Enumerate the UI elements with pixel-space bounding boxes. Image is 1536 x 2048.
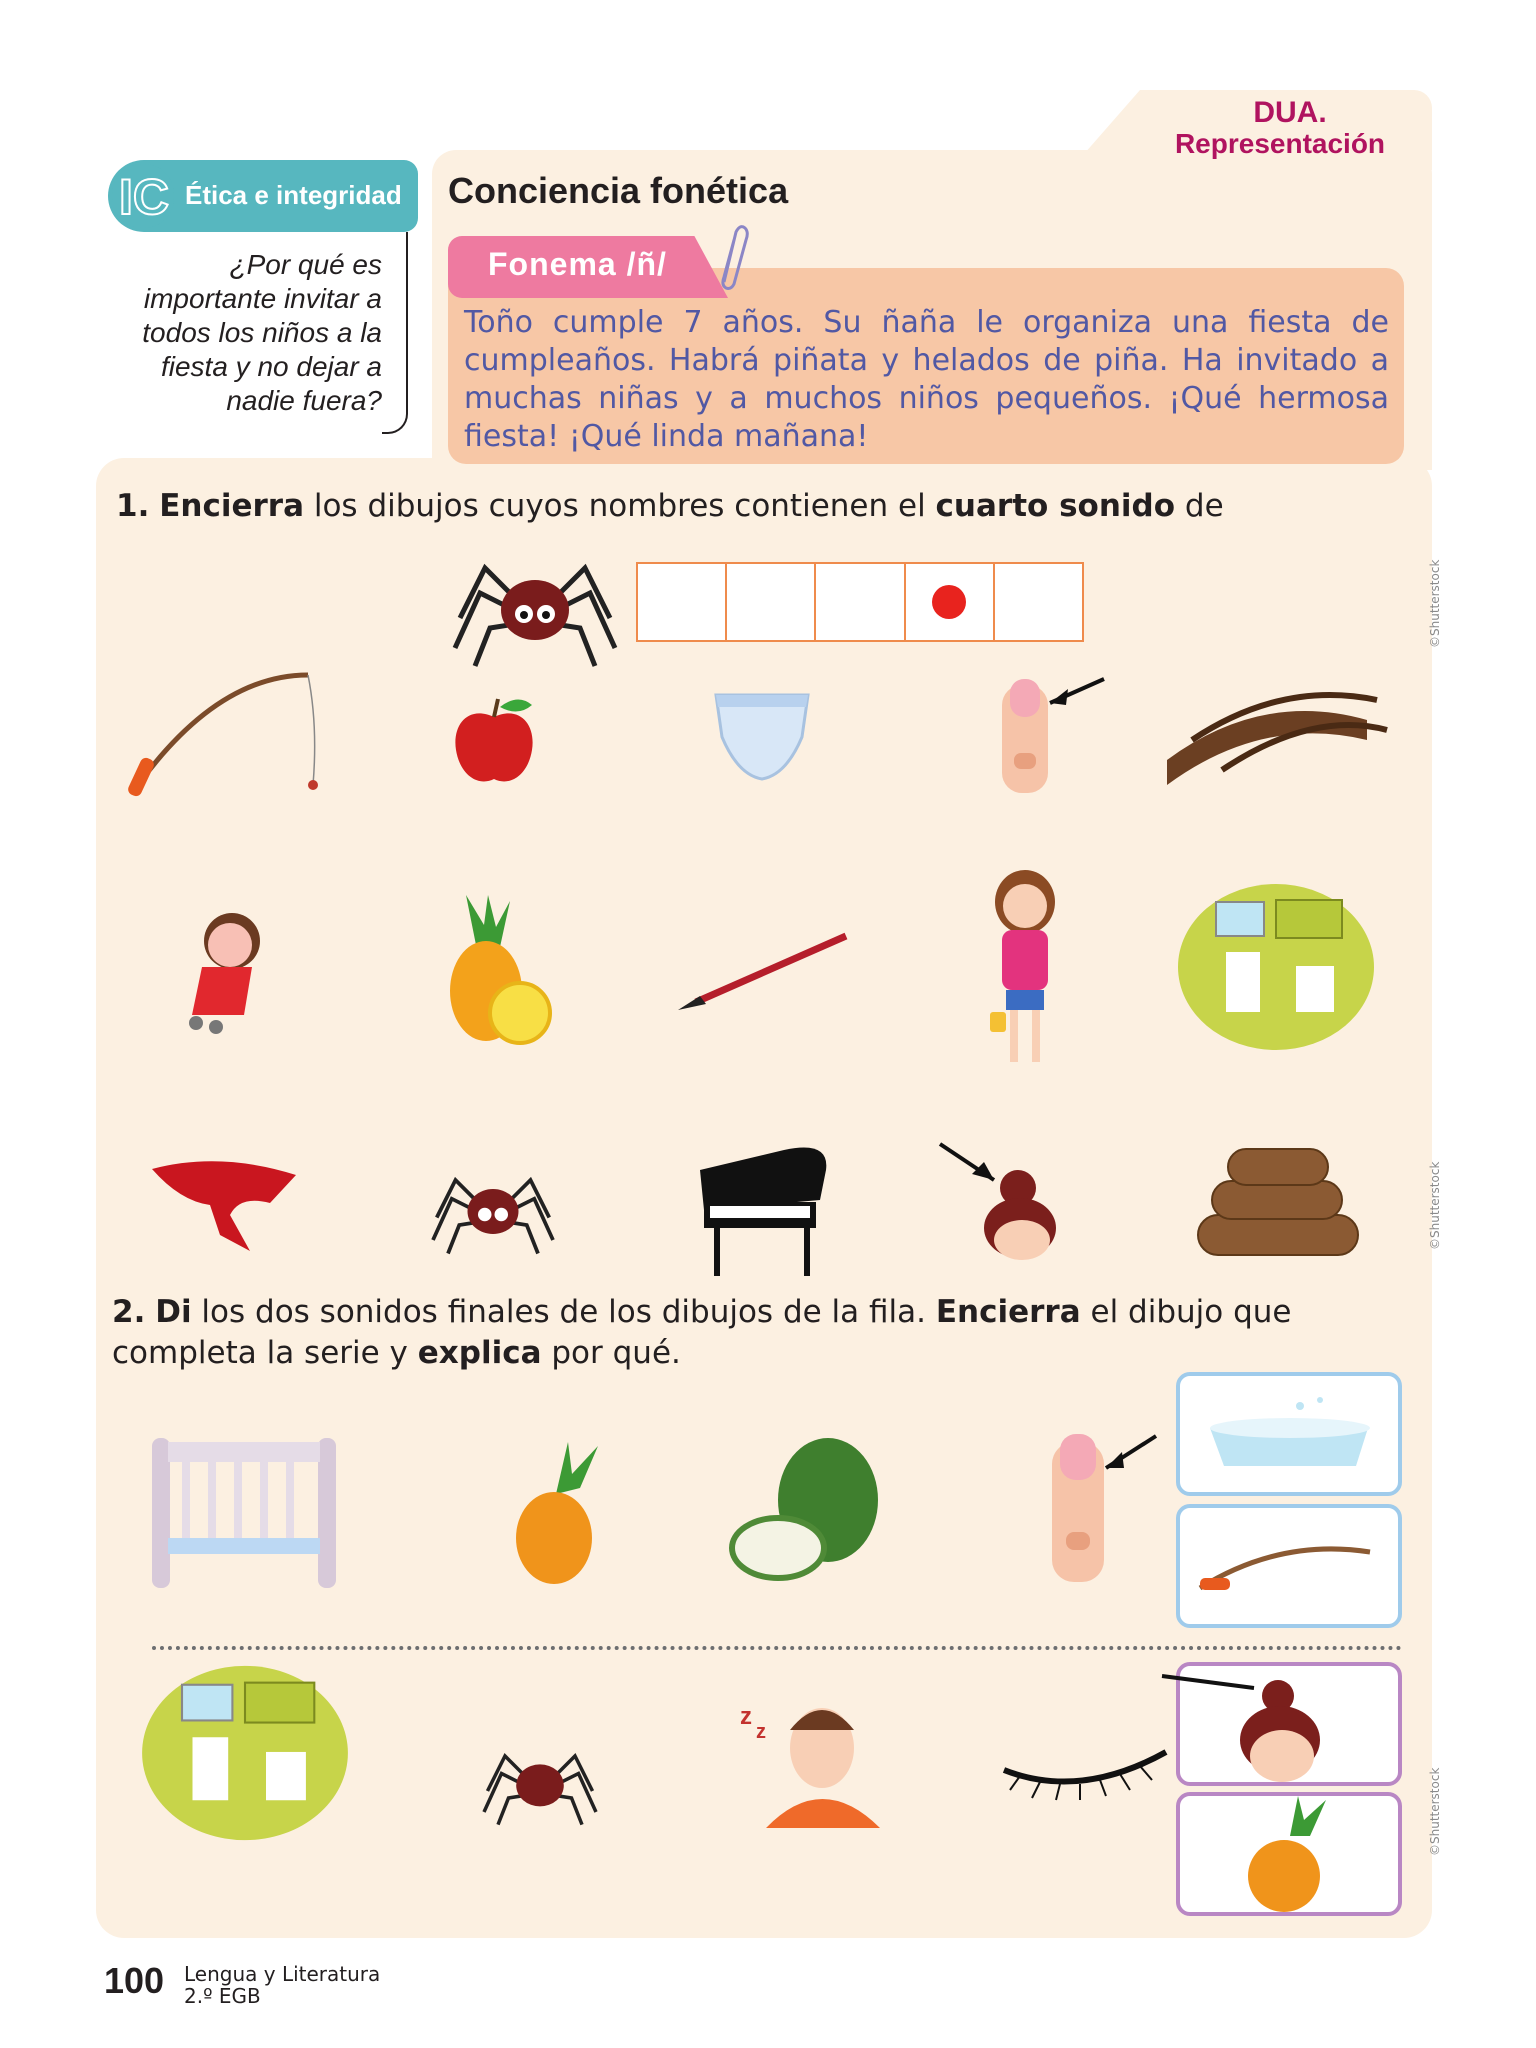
pineapple-icon[interactable] <box>508 1442 618 1591</box>
fingernail-icon[interactable] <box>1000 675 1120 799</box>
question-2-tail: por qué. <box>541 1335 681 1371</box>
paintbrush-icon[interactable] <box>676 930 856 1014</box>
hair-bun-icon[interactable] <box>936 1140 1076 1264</box>
question-2 <box>112 1292 1352 1374</box>
question-2-bold-2: explica <box>417 1335 542 1371</box>
ethics-question: ¿Por qué es importante invitar a todos los niños a la fiesta y no dejar a nadie fuera? <box>142 249 382 416</box>
option-hair-bun[interactable] <box>1176 1662 1402 1786</box>
fishing-rod-icon[interactable] <box>128 665 328 819</box>
page-number: 100 <box>104 1960 165 2001</box>
eyelash-icon[interactable] <box>1000 1740 1170 1804</box>
fishing-rod-icon <box>1180 1508 1398 1624</box>
firewood-icon[interactable] <box>1188 1145 1368 1269</box>
crib-icon[interactable] <box>148 1432 348 1596</box>
dua-subtitle: Representación <box>1174 128 1386 159</box>
question-2-bold: Encierra <box>935 1294 1081 1330</box>
ethics-title: Ética e integridad <box>185 180 402 210</box>
question-1-number: 1. <box>116 488 150 524</box>
section-title: Conciencia fonética <box>448 170 789 211</box>
apple-icon[interactable] <box>448 695 540 791</box>
question-2-text: los dos sonidos finales de los dibujos de la fila. <box>191 1294 936 1330</box>
marked-sound-dot <box>932 585 966 619</box>
svg-text:z: z <box>756 1721 766 1743</box>
hair-bun-icon <box>1180 1666 1398 1782</box>
spider-icon[interactable] <box>480 1742 600 1830</box>
photo-credit: ©Shutterstock <box>1428 559 1442 648</box>
spider-icon[interactable] <box>428 1165 558 1259</box>
footer-subject: Lengua y Literatura <box>184 1962 381 1986</box>
sound-boxes <box>636 562 1084 642</box>
sound-box-5[interactable] <box>995 564 1082 640</box>
question-1 <box>116 488 1224 524</box>
question-2-text-2: el dibujo que completa la serie y <box>112 1294 1292 1371</box>
sound-box-1[interactable] <box>638 564 727 640</box>
option-pineapple[interactable] <box>1176 1792 1402 1916</box>
sound-box-4[interactable] <box>906 564 995 640</box>
footer-grade: 2.º EGB <box>184 1984 261 2008</box>
diaper-icon[interactable] <box>712 685 812 789</box>
phoneme-text: Toño cumple 7 años. Su ñaña le organiza una fiesta de cumpleaños. Habrá piñata y helados de piña. Ha invitado a muchas niñas y a muchos niños pequeños. ¡Qué hermosa fiesta! ¡Qué linda mañana! <box>464 305 1389 454</box>
sound-box-2[interactable] <box>727 564 816 640</box>
girl-icon[interactable] <box>980 872 1070 1076</box>
svg-text:z: z <box>740 1703 752 1730</box>
ethics-logo-icon <box>108 162 178 230</box>
question-1-tail: de <box>1175 488 1224 524</box>
question-1-bold: cuarto sonido <box>935 488 1176 524</box>
question-2-verb: Di <box>155 1294 192 1330</box>
question-1-text: los dibujos cuyos nombres contienen el <box>304 488 936 524</box>
soursop-icon[interactable] <box>728 1436 888 1590</box>
photo-credit: ©Shutterstock <box>1428 1767 1442 1856</box>
question-1-verb: Encierra <box>159 488 304 524</box>
question-2-number: 2. <box>112 1294 146 1330</box>
paperclip-icon <box>714 222 750 296</box>
sound-box-3[interactable] <box>816 564 905 640</box>
option-fishing-rod[interactable] <box>1176 1504 1402 1628</box>
bathroom-icon[interactable] <box>1176 882 1376 1056</box>
bathroom-icon[interactable] <box>140 1660 350 1850</box>
pineapple-icon[interactable] <box>436 895 556 1049</box>
photo-credit: ©Shutterstock <box>1428 1161 1442 1250</box>
piano-icon[interactable] <box>694 1130 834 1284</box>
pineapple-icon <box>1180 1796 1398 1912</box>
bathtub-icon <box>1180 1376 1398 1492</box>
fingernail-icon[interactable] <box>1048 1432 1160 1586</box>
option-bathtub[interactable] <box>1176 1372 1402 1496</box>
row-divider <box>152 1646 1402 1650</box>
spider-icon <box>450 548 620 672</box>
scarf-icon[interactable] <box>150 1155 300 1259</box>
sleepy-man-icon[interactable] <box>736 1690 886 1834</box>
doll-icon[interactable] <box>172 905 282 1039</box>
bridge-icon[interactable] <box>1162 660 1392 814</box>
phoneme-label: Fonema /ñ/ <box>488 246 667 282</box>
svg-text:IC: IC <box>119 169 169 225</box>
ethics-bracket <box>382 232 408 434</box>
dua-title: DUA. <box>1253 96 1327 129</box>
